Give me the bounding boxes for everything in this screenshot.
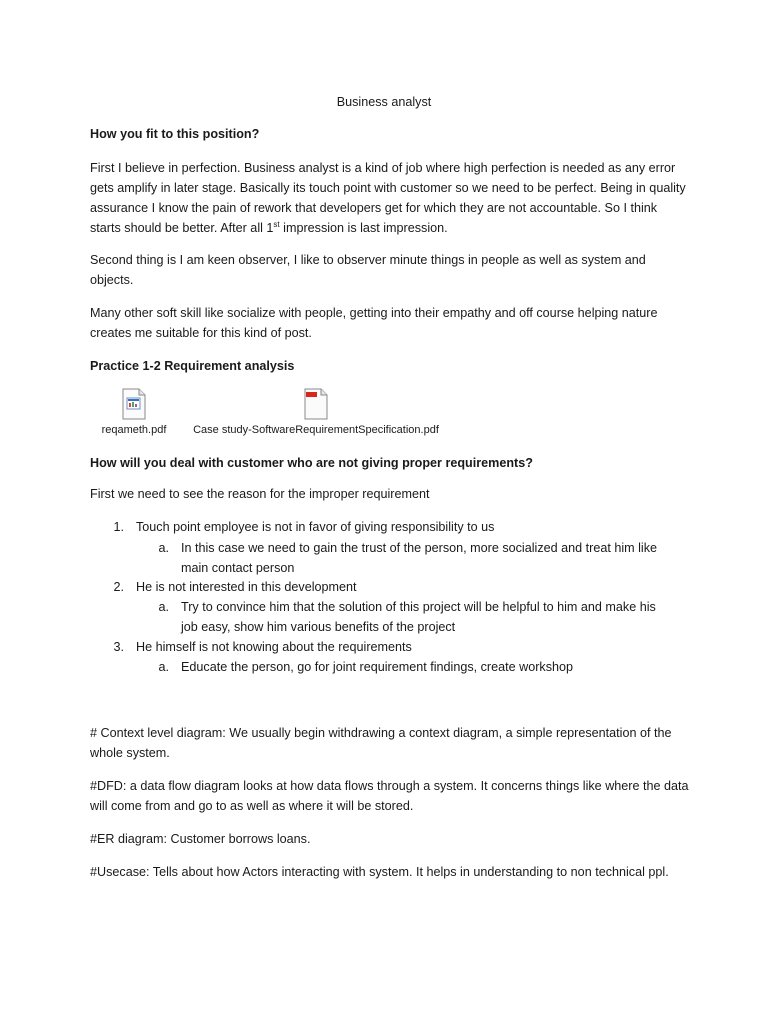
paragraph-perfection-text: First I believe in perfection. Business analyst is a kind of job where high perfection is needed as any error gets amplify in later stage. Basically its touch point with customer so we need to be perfect. Being in quality assurance I know the pain of rework that developers get for which they are not accountable. So I think starts should be better. After all 1 bbox=[90, 161, 686, 235]
attachment-name: reqameth.pdf bbox=[101, 424, 167, 436]
note-er-diagram: #ER diagram: Customer borrows loans. bbox=[90, 832, 311, 846]
note-dfd: #DFD: a data flow diagram looks at how data flows through a system. It concerns things like where the data will come from and go to as well as where it will be stored. bbox=[90, 779, 689, 813]
document-title: Business analyst bbox=[336, 95, 432, 109]
pdf-icon bbox=[302, 388, 330, 418]
note-usecase: #Usecase: Tells about how Actors interacting with system. It helps in understanding to non technical ppl. bbox=[90, 865, 669, 879]
list-number: 2. bbox=[113, 580, 124, 594]
paragraph-intro: First we need to see the reason for the improper requirement bbox=[90, 487, 430, 501]
list-sub-text: Educate the person, go for joint requirement findings, create workshop bbox=[181, 660, 574, 674]
paragraph-perfection-end: impression is last impression. bbox=[279, 221, 448, 235]
list-sub-text: Try to convince him that the solution of this project will be helpful to him and make his job easy, show him various benefits of the project bbox=[181, 600, 656, 634]
list-sub-number: a. bbox=[158, 660, 169, 674]
paragraph-soft-skills: Many other soft skill like socialize with people, getting into their empathy and off course helping nature creates me suitable for this kind of post. bbox=[90, 306, 658, 340]
list-sub-number: a. bbox=[158, 541, 169, 555]
paragraph-perfection bbox=[90, 158, 690, 238]
document-icon bbox=[120, 388, 148, 418]
note-context-diagram: # Context level diagram: We usually begin withdrawing a context diagram, a simple representation of the whole system. bbox=[90, 726, 672, 760]
question-heading-fit: How you fit to this position? bbox=[90, 127, 260, 141]
list-sub-number: a. bbox=[158, 600, 169, 614]
list-number: 1. bbox=[113, 520, 124, 534]
superscript-st: st bbox=[273, 219, 280, 229]
attachment-case-study[interactable] bbox=[190, 388, 442, 436]
list-number: 3. bbox=[113, 640, 124, 654]
paragraph-observer: Second thing is I am keen observer, I like to observer minute things in people as well as system and objects. bbox=[90, 253, 646, 287]
question-heading-customer: How will you deal with customer who are not giving proper requirements? bbox=[90, 456, 533, 470]
list-text: He is not interested in this development bbox=[136, 580, 357, 594]
list-sub-text: In this case we need to gain the trust of the person, more socialized and treat him like main contact person bbox=[181, 541, 658, 575]
practice-heading: Practice 1-2 Requirement analysis bbox=[90, 359, 295, 373]
list-text: He himself is not knowing about the requirements bbox=[136, 640, 412, 654]
list-text: Touch point employee is not in favor of giving responsibility to us bbox=[136, 520, 495, 534]
attachment-name: Case study-SoftwareRequirementSpecification.pdf bbox=[193, 424, 439, 436]
attachment-reqameth[interactable] bbox=[94, 388, 174, 436]
